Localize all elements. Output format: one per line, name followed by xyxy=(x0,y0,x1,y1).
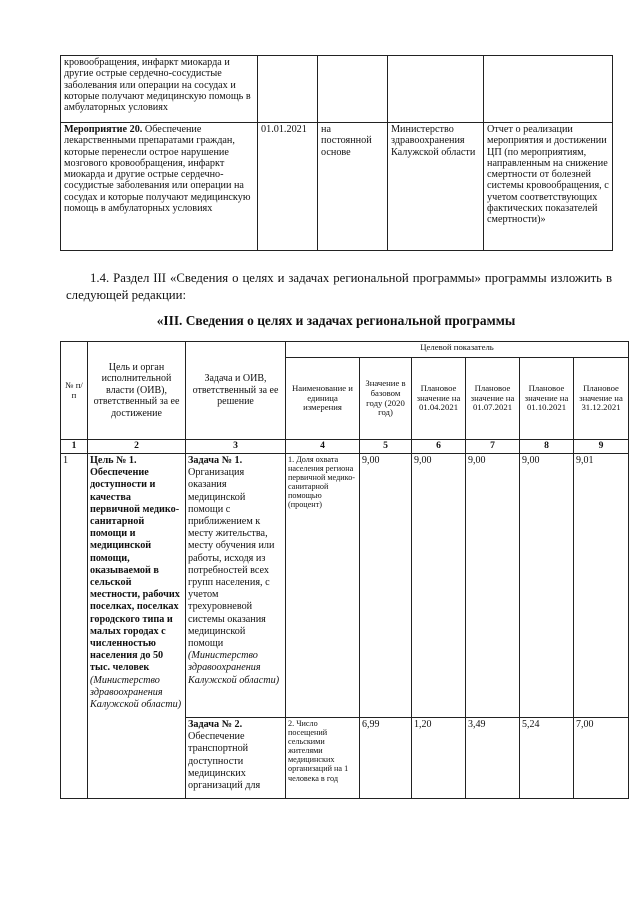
header-row xyxy=(61,342,629,358)
header-indicator-group: Целевой показатель xyxy=(286,342,629,358)
indicator-name: 1. Доля охвата населения региона первичной медико-санитарной помощью (процент) xyxy=(286,454,360,718)
header-plan-q2: Плановое значение на 01.07.2021 xyxy=(466,358,520,440)
header-plan-q4: Плановое значение на 31.12.2021 xyxy=(574,358,629,440)
event-description-cell xyxy=(61,123,258,251)
date-cell xyxy=(258,56,318,123)
column-number: 3 xyxy=(186,440,286,454)
column-number: 5 xyxy=(360,440,412,454)
goal-responsible: (Министерство здравоохранения Калужской области) xyxy=(90,674,182,711)
header-plan-q1: Плановое значение на 01.04.2021 xyxy=(412,358,466,440)
column-number: 8 xyxy=(520,440,574,454)
previous-events-table xyxy=(60,55,613,251)
column-number: 9 xyxy=(574,440,629,454)
task-cell xyxy=(186,454,286,718)
table-row xyxy=(61,56,613,123)
table-row xyxy=(61,123,613,251)
section-heading: «III. Сведения о целях и задачах региональной программы xyxy=(156,313,516,328)
column-number: 4 xyxy=(286,440,360,454)
executor-cell xyxy=(388,56,484,123)
column-number: 2 xyxy=(88,440,186,454)
indicator-plan-q4: 9,01 xyxy=(574,454,629,718)
task-cell xyxy=(186,718,286,799)
column-number: 6 xyxy=(412,440,466,454)
amendment-paragraph xyxy=(66,270,612,304)
indicator-plan-q1: 9,00 xyxy=(412,454,466,718)
task-text: Организация оказания медицинской помощи с приближением к месту жительства, месту обучения или работы, исходя из потребностей всех групп населения, с учетом трехуровневой системы оказания медицинской помощи xyxy=(188,467,275,650)
event-description-cell: кровообращения, инфаркт миокарда и другие острые сердечно-сосудистые заболевания или операции на сосудах и которые получают медицинскую помощь в амбулаторных условиях xyxy=(61,56,258,123)
task-text: Обеспечение транспортной доступности медицинских организаций для xyxy=(188,731,261,792)
indicator-name: 2. Число посещений сельскими жителями медицинских организаций на 1 человека в год xyxy=(286,718,360,799)
column-number: 1 xyxy=(61,440,88,454)
indicator-base-value: 6,99 xyxy=(360,718,412,799)
header-task: Задача и ОИВ, ответственный за ее решение xyxy=(186,342,286,440)
header-plan-q3: Плановое значение на 01.10.2021 xyxy=(520,358,574,440)
task-label: Задача № 2. xyxy=(188,719,243,730)
result-cell xyxy=(484,56,613,123)
event-text: Обеспечение лекарственными препаратами граждан, которые перенесли острое нарушение мозгового кровообращения, инфаркт миокарда и другие острые сердечно-сосудистые заболевания или операции на сосудах и которые получают медицинскую помощь в амбулаторных условиях xyxy=(64,124,251,215)
table-row xyxy=(61,454,629,718)
term-cell: на постоянной основе xyxy=(318,123,388,251)
indicator-plan-q1: 1,20 xyxy=(412,718,466,799)
column-number-row xyxy=(61,440,629,454)
goal-title: Цель № 1. Обеспечение доступности и качества первичной медико-санитарной помощи и медицинской помощи, оказываемой в сельской местности, рабочих поселках, поселках городского типа и малых городах с численностью населения до 50 тыс. человек xyxy=(90,455,180,674)
date-cell: 01.01.2021 xyxy=(258,123,318,251)
term-cell xyxy=(318,56,388,123)
event-label: Мероприятие 20. xyxy=(64,124,143,135)
task-label: Задача № 1. xyxy=(188,455,243,466)
indicator-plan-q2: 9,00 xyxy=(466,454,520,718)
goal-cell xyxy=(88,454,186,799)
amendment-text: 1.4. Раздел III «Сведения о целях и задачах региональной программы» программы изложить в следующей редакции: xyxy=(66,271,612,302)
indicator-plan-q3: 5,24 xyxy=(520,718,574,799)
indicator-plan-q4: 7,00 xyxy=(574,718,629,799)
header-num: № п/п xyxy=(61,342,88,440)
header-name-unit: Наименование и единица измерения xyxy=(286,358,360,440)
header-base-value: Значение в базовом году (2020 год) xyxy=(360,358,412,440)
goals-tasks-table xyxy=(60,341,629,799)
row-number: 1 xyxy=(61,454,88,799)
indicator-plan-q2: 3,49 xyxy=(466,718,520,799)
indicator-plan-q3: 9,00 xyxy=(520,454,574,718)
column-number: 7 xyxy=(466,440,520,454)
header-goal: Цель и орган исполнительной власти (ОИВ), ответственный за ее достижение xyxy=(88,342,186,440)
task-responsible: (Министерство здравоохранения Калужской области) xyxy=(188,650,280,686)
indicator-base-value: 9,00 xyxy=(360,454,412,718)
result-cell: Отчет о реализации мероприятия и достижении ЦП (по мероприятиям, направленным на снижение смертности от болезней системы кровообращения, с учетом соответствующих фактических показателей смертности)» xyxy=(484,123,613,251)
executor-cell: Министерство здравоохранения Калужской области xyxy=(388,123,484,251)
